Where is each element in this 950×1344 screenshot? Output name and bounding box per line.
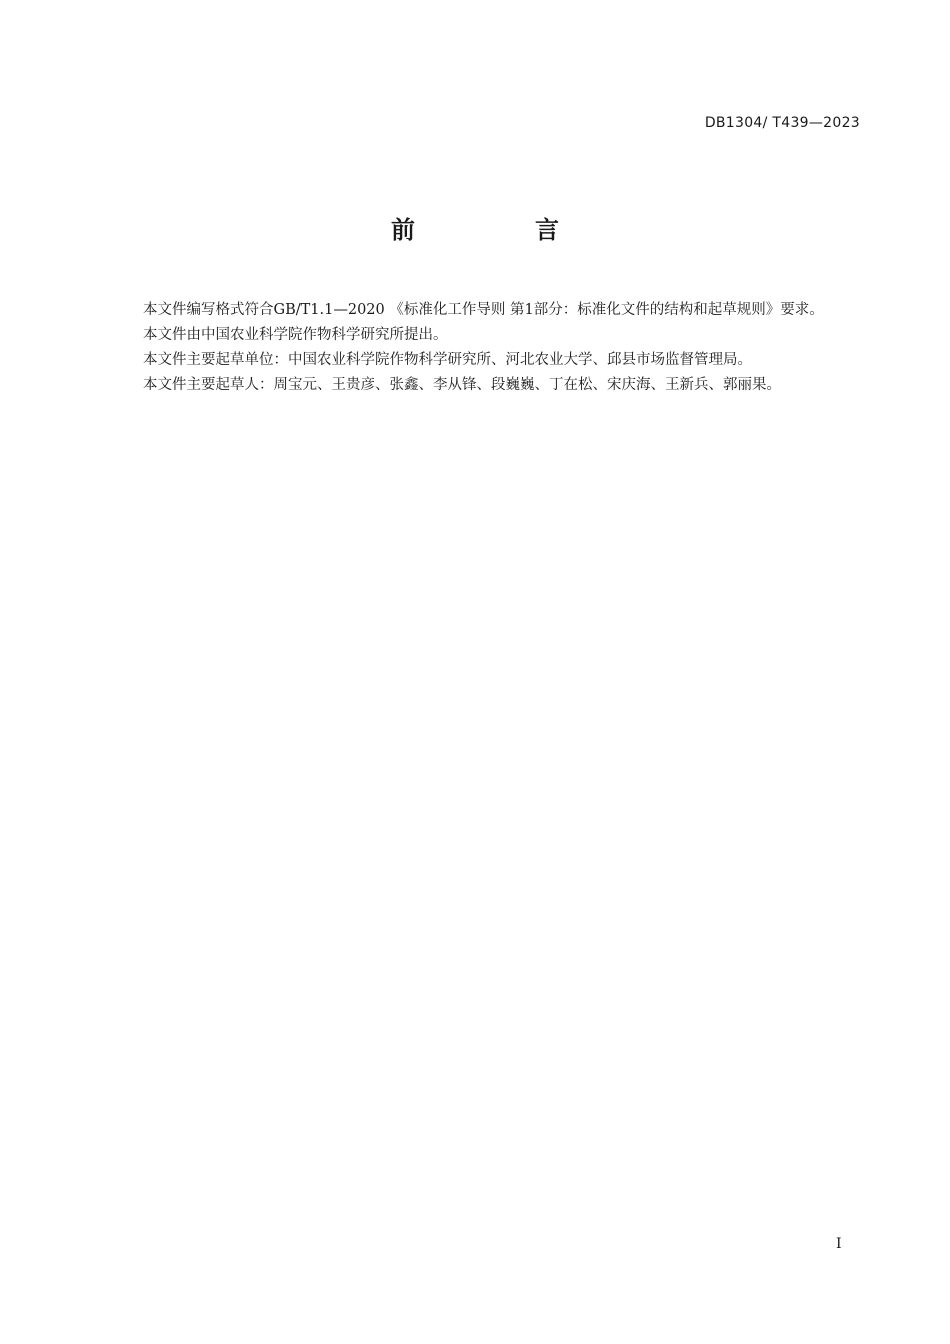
page-title: 前 言 <box>391 216 607 244</box>
paragraph-proposer: 本文件由中国农业科学院作物科学研究所提出。 <box>143 327 448 343</box>
foreword-body <box>114 298 862 398</box>
standard-code: DB1304/ T439—2023 <box>704 115 860 131</box>
page-number: I <box>836 1236 842 1252</box>
paragraph-drafters: 本文件主要起草人：周宝元、王贵彦、张鑫、李从锋、段巍巍、丁在松、宋庆海、王新兵、郭丽果。 <box>143 377 781 393</box>
paragraph-drafting-units: 本文件主要起草单位：中国农业科学院作物科学研究所、河北农业大学、邱县市场监督管理局。 <box>143 352 752 368</box>
paragraph-format: 本文件编写格式符合GB/T1.1—2020 《标准化工作导则 第1部分：标准化文件的结构和起草规则》要求。 <box>143 302 824 318</box>
